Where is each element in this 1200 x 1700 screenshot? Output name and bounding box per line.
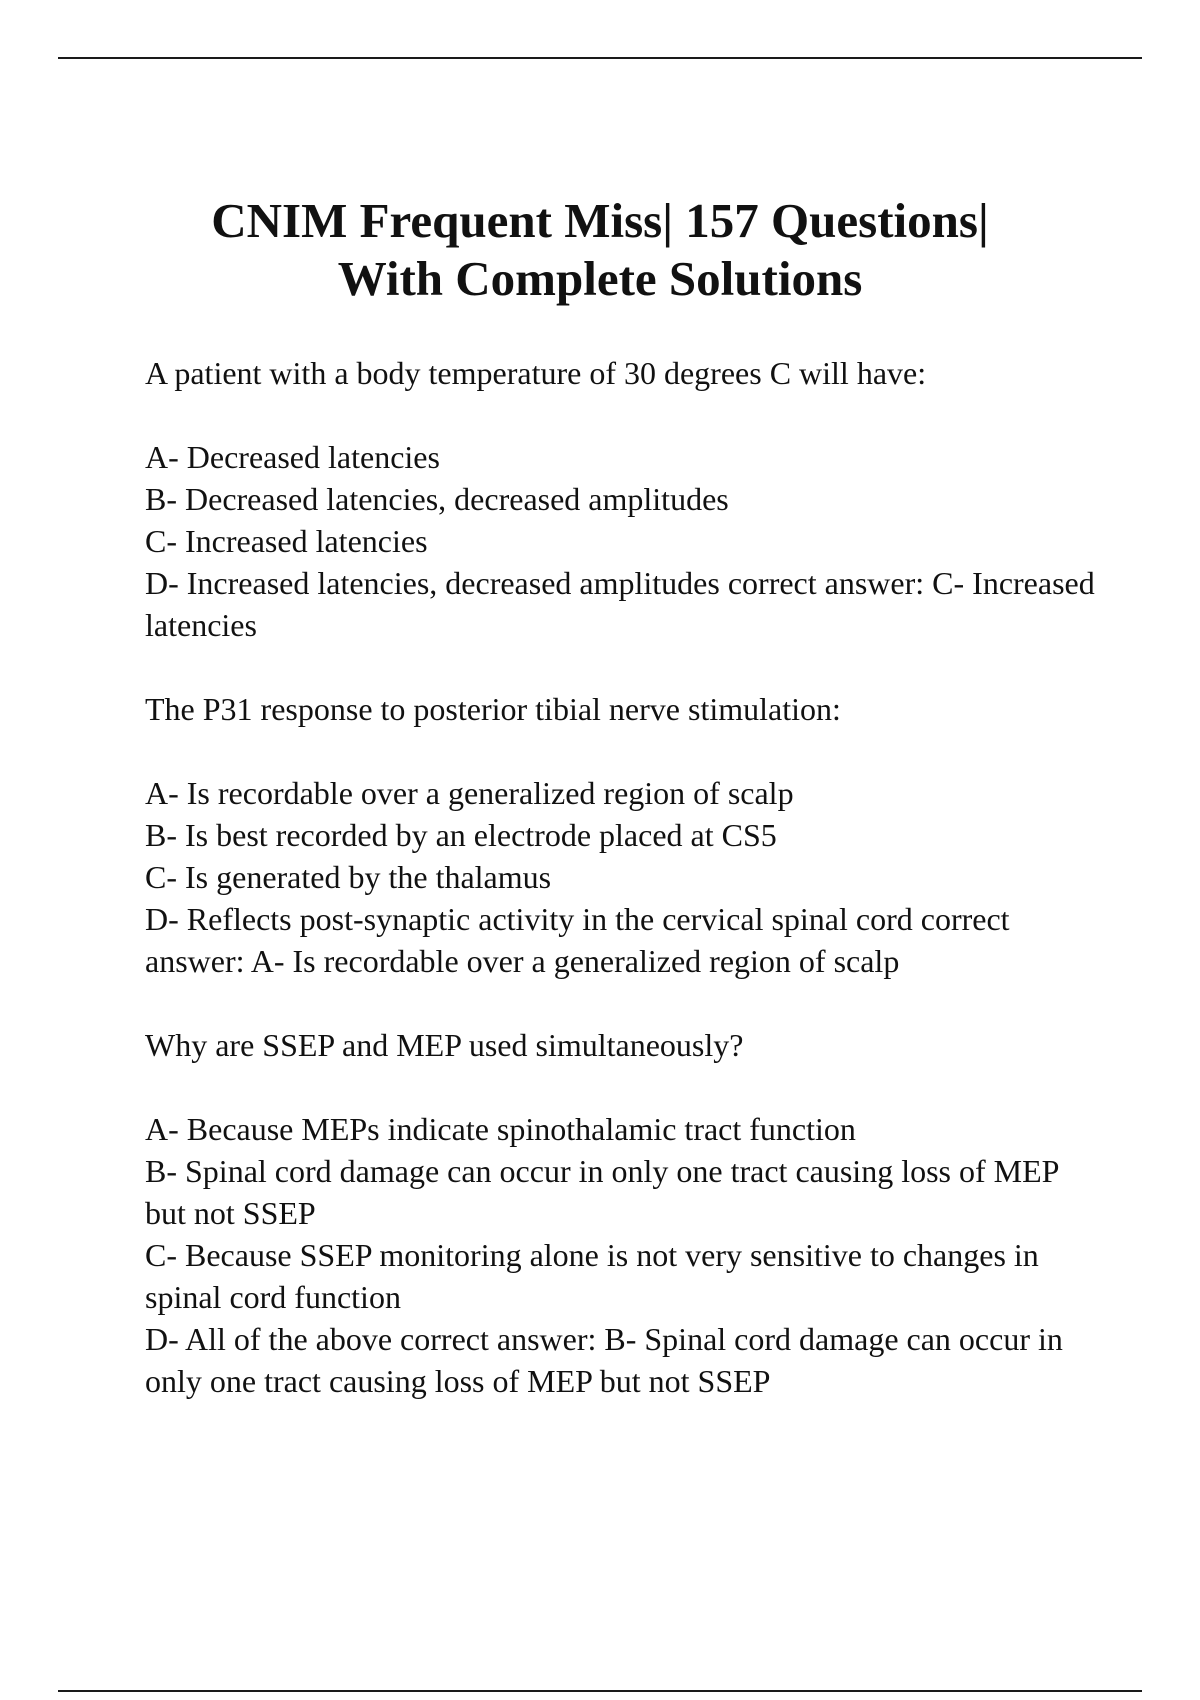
option-a: A- Because MEPs indicate spinothalamic tract function bbox=[145, 1111, 856, 1147]
option-d-with-answer: D- All of the above correct answer: B- Spinal cord damage can occur in only one tract causing loss of MEP but not SSEP bbox=[145, 1321, 1063, 1399]
question-options bbox=[145, 436, 1095, 646]
question-2 bbox=[145, 688, 1095, 982]
question-1 bbox=[145, 352, 1095, 646]
question-prompt: Why are SSEP and MEP used simultaneously? bbox=[145, 1027, 744, 1063]
option-c: C- Is generated by the thalamus bbox=[145, 859, 552, 895]
question-3 bbox=[145, 1024, 1095, 1402]
spacer bbox=[145, 982, 1095, 1024]
option-b: B- Is best recorded by an electrode placed at CS5 bbox=[145, 817, 777, 853]
title-line-2: With Complete Solutions bbox=[337, 251, 863, 306]
question-prompt: The P31 response to posterior tibial nerve stimulation: bbox=[145, 691, 841, 727]
option-d-with-answer: D- Reflects post-synaptic activity in the cervical spinal cord correct answer: A- Is recordable over a generalized region of scalp bbox=[145, 901, 1010, 979]
option-b: B- Decreased latencies, decreased amplitudes bbox=[145, 481, 729, 517]
option-d-with-answer: D- Increased latencies, decreased amplitudes correct answer: C- Increased latencies bbox=[145, 565, 1095, 643]
document-title bbox=[0, 192, 1200, 308]
option-a: A- Decreased latencies bbox=[145, 439, 440, 475]
bottom-rule bbox=[58, 1690, 1142, 1692]
option-a: A- Is recordable over a generalized region of scalp bbox=[145, 775, 794, 811]
question-options bbox=[145, 772, 1095, 982]
question-options bbox=[145, 1108, 1095, 1402]
title-line-1: CNIM Frequent Miss| 157 Questions| bbox=[211, 193, 989, 248]
question-prompt: A patient with a body temperature of 30 degrees C will have: bbox=[145, 355, 927, 391]
option-b: B- Spinal cord damage can occur in only one tract causing loss of MEP but not SSEP bbox=[145, 1153, 1059, 1231]
option-c: C- Because SSEP monitoring alone is not very sensitive to changes in spinal cord function bbox=[145, 1237, 1039, 1315]
top-rule bbox=[58, 57, 1142, 59]
spacer bbox=[145, 646, 1095, 688]
option-c: C- Increased latencies bbox=[145, 523, 428, 559]
question-list bbox=[145, 352, 1095, 1402]
